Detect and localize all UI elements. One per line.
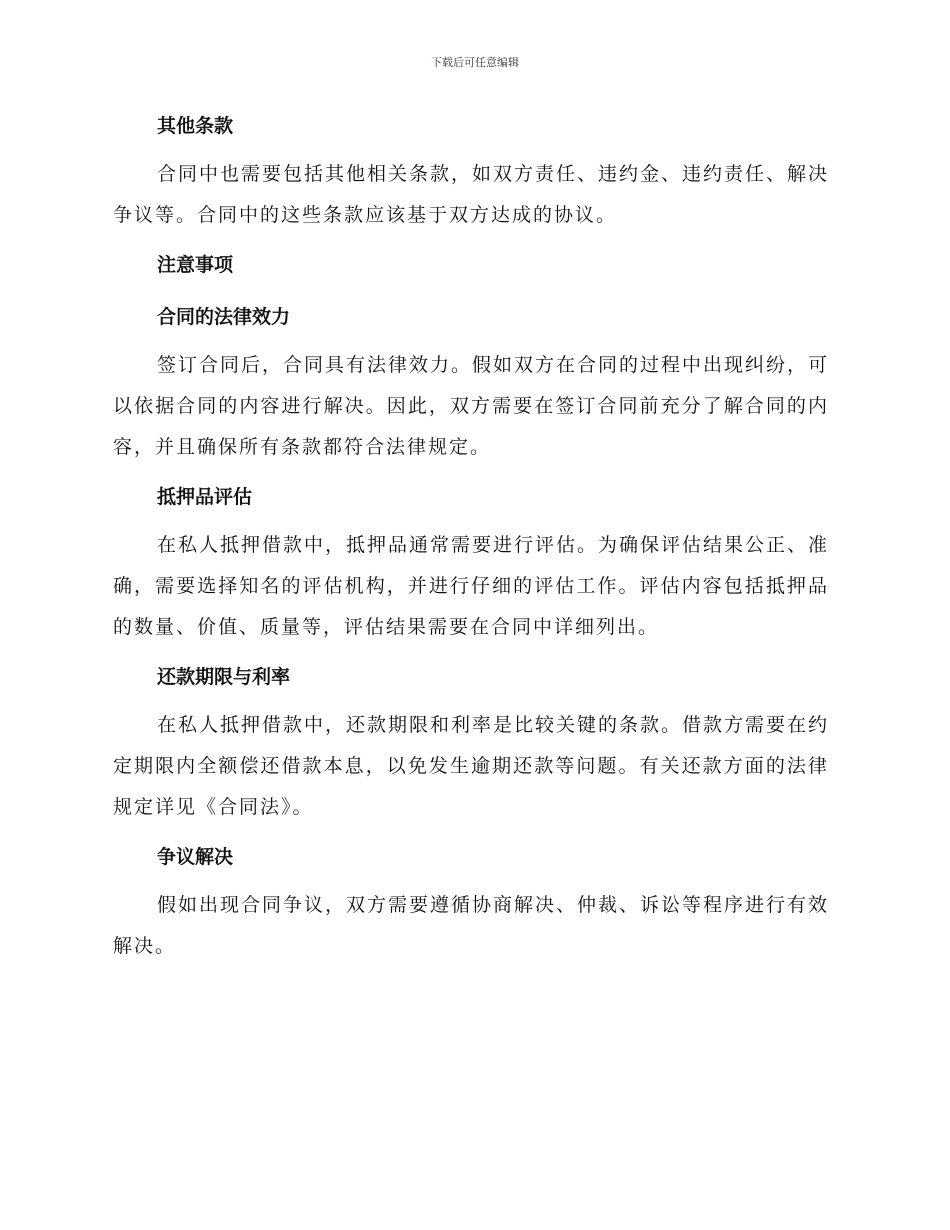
section-paragraph-dispute-resolution: 假如出现合同争议，双方需要遵循协商解决、仲裁、诉讼等程序进行有效解决。 xyxy=(113,894,830,957)
section-paragraph-collateral-evaluation: 在私人抵押借款中，抵押品通常需要进行评估。为确保评估结果公正、准确，需要选择知名的评估机构，并进行仔细的评估工作。评估内容包括抵押品的数量、价值、质量等，评估结果需要在合同中详细列出。 xyxy=(113,534,830,638)
section-heading-collateral-evaluation: 抵押品评估 xyxy=(157,486,253,508)
section-heading-notes: 注意事项 xyxy=(157,254,234,276)
section-heading-repayment-term-rate: 还款期限与利率 xyxy=(157,666,291,688)
section-paragraph-legal-effect: 签订合同后，合同具有法律效力。假如双方在合同的过程中出现纠纷，可以依据合同的内容进行解决。因此，双方需要在签订合同前充分了解合同的内容，并且确保所有条款都符合法律规定。 xyxy=(113,354,830,458)
document-body xyxy=(113,106,829,967)
section-heading-other-terms: 其他条款 xyxy=(157,115,234,137)
page-header-note: 下载后可任意编辑 xyxy=(431,56,519,69)
section-heading-dispute-resolution: 争议解决 xyxy=(157,846,234,868)
section-heading-legal-effect: 合同的法律效力 xyxy=(157,306,291,328)
section-paragraph-repayment-term-rate: 在私人抵押借款中，还款期限和利率是比较关键的条款。借款方需要在约定期限内全额偿还借款本息，以免发生逾期还款等问题。有关还款方面的法律规定详见《合同法》。 xyxy=(113,714,830,818)
section-paragraph-other-terms: 合同中也需要包括其他相关条款，如双方责任、违约金、违约责任、解决争议等。合同中的这些条款应该基于双方达成的协议。 xyxy=(113,163,830,226)
